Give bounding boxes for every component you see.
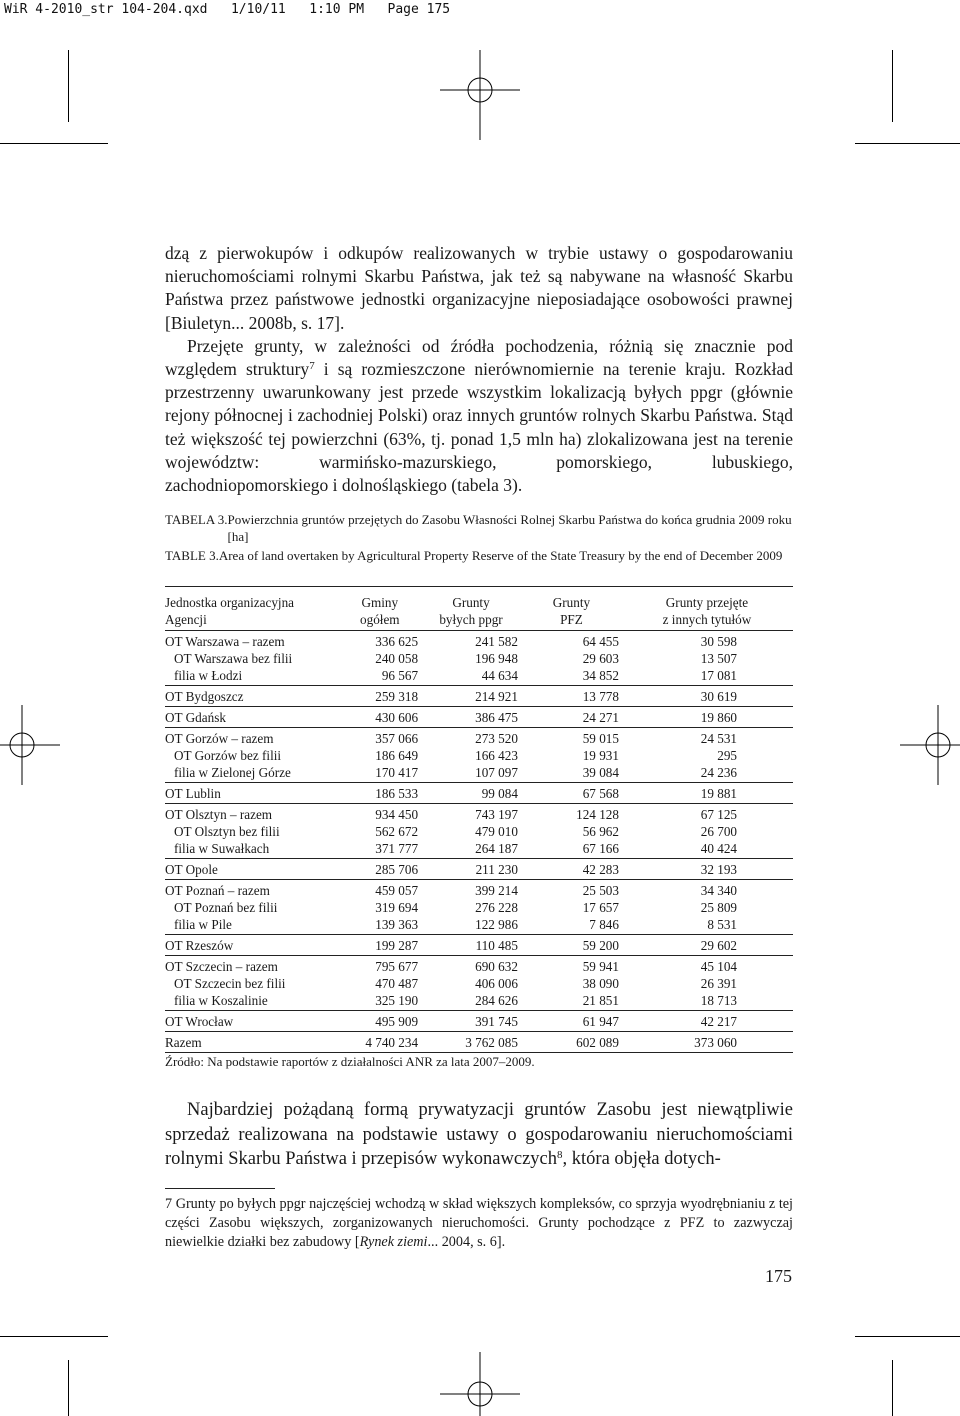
crop-mark-top-right-vertical: [892, 50, 893, 122]
data-table: [165, 586, 793, 1053]
table-header-row: [165, 611, 793, 631]
table-cell-ppgr: 479 010: [475, 824, 518, 839]
table-row: [165, 686, 793, 707]
table-cell-unit: OT Lublin: [165, 783, 340, 804]
table-row: [165, 707, 793, 728]
table-row: [165, 1011, 793, 1032]
table-cell-unit: OT Wrocław: [165, 1011, 340, 1032]
table-cell-unit: OT Bydgoszcz: [165, 686, 340, 707]
table-row: [165, 859, 793, 880]
crop-mark-bottom-right: [855, 1336, 960, 1337]
table-cell-pfz: 59 200: [522, 935, 621, 956]
table-cell-total: 170 417: [340, 764, 421, 783]
table-cell-unit: filia w Pile: [165, 916, 340, 935]
table-cell-unit: filia w Koszalinie: [165, 992, 340, 1011]
table-cell-pfz: 7 846: [522, 916, 621, 935]
table-cell-pfz: 39 084: [522, 764, 621, 783]
table-cell-ppgr: 3 762 085: [420, 1032, 522, 1053]
header-unit: Jednostka organizacyjna: [165, 587, 340, 612]
table-cell-unit: filia w Suwałkach: [165, 840, 340, 859]
paragraph-1: dzą z pierwokupów i odkupów realizowanych w trybie ustawy o gospodarowaniu nieruchomościami rolnymi Skarbu Państwa, jak też są nabywane na własność Skarbu Państwa przez państwowe jednostki organizacyjne nieposiadające osobowości prawnej [Biuletyn... 2008b, s. 17].: [165, 243, 793, 333]
table-cell-pfz: 21 851: [522, 992, 621, 1011]
crop-mark-bottom-left: [0, 1336, 108, 1337]
table-cell-other: 67 125: [700, 807, 737, 822]
table-cell-total: 319 694: [375, 900, 419, 915]
table-row: [165, 650, 793, 667]
table-cell-ppgr: 276 228: [475, 900, 518, 915]
table-body: [165, 631, 793, 1053]
table-cell-unit: OT Rzeszów: [165, 935, 340, 956]
caption-label: TABELA 3.: [165, 512, 228, 527]
table-cell-ppgr: 391 745: [420, 1011, 522, 1032]
table-cell-unit: OT Olsztyn – razem: [165, 807, 273, 822]
table-cell-other: 34 340: [700, 883, 737, 898]
registration-mark-top: [440, 50, 520, 140]
table-cell-pfz: 124 128: [576, 807, 619, 822]
table-cell-unit: OT Olsztyn bez filii: [174, 824, 280, 839]
table-row: [165, 667, 793, 686]
table-cell-total: 934 450: [375, 807, 419, 822]
table-cell-pfz: 64 455: [582, 634, 619, 649]
table-cell-unit: OT Warszawa – razem: [165, 634, 285, 649]
table-cell-ppgr: 196 948: [475, 651, 518, 666]
table-cell-unit: OT Warszawa bez filii: [174, 651, 293, 666]
header-total: Gminy: [340, 587, 421, 612]
table-cell-pfz: 29 603: [582, 651, 619, 666]
table-cell-pfz: 59 015: [582, 731, 619, 746]
table-cell-other: 24 236: [621, 764, 793, 783]
table-row: [165, 899, 793, 916]
table-row: [165, 916, 793, 935]
table-cell-pfz: 17 657: [582, 900, 619, 915]
table-cell-pfz: 602 089: [522, 1032, 621, 1053]
footnote-7: 7 Grunty po byłych ppgr najczęściej wchodzą w skład większych kompleksów, co sprzyja wyodrębnianiu z tej części Zasobu większych, zorganizowanych nieruchomości. Grunty pochodzące z PFZ to zazwyczaj niewielkie działki bez zabudowy [Rynek ziemi... 2004, s. 6].: [165, 1196, 793, 1250]
table-caption-english: [165, 547, 793, 564]
crop-mark-top-right: [855, 143, 960, 144]
table-source-note: Źródło: Na podstawie raportów z działalności ANR za lata 2007–2009.: [165, 1054, 535, 1069]
table-row: [165, 1032, 793, 1053]
table-cell-total: 371 777: [340, 840, 421, 859]
table-row: [165, 935, 793, 956]
table-cell-ppgr: 107 097: [420, 764, 522, 783]
table-row: [165, 783, 793, 804]
table-cell-pfz: 67 166: [522, 840, 621, 859]
table-cell-unit: OT Gdańsk: [165, 707, 340, 728]
table-cell-pfz: 59 941: [582, 959, 619, 974]
header-pfz: PFZ: [522, 611, 621, 631]
caption-text: Powierzchnia gruntów przejętych do Zasobu Własności Rolnej Skarbu Państwa do końca grudnia 2009 roku [ha]: [227, 512, 792, 544]
table-cell-other: 26 700: [700, 824, 737, 839]
registration-mark-right: [900, 705, 960, 785]
table-cell-ppgr: 386 475: [420, 707, 522, 728]
table-cell-total: 186 533: [340, 783, 421, 804]
table-cell-other: 45 104: [700, 959, 737, 974]
table-row: [165, 764, 793, 783]
table-cell-unit: OT Szczecin – razem: [165, 959, 278, 974]
caption-label: TABLE 3.: [165, 548, 219, 563]
header-other: Grunty przejęte: [621, 587, 793, 612]
table-row: [165, 992, 793, 1011]
table-cell-other: 17 081: [621, 667, 793, 686]
table-row: [165, 631, 793, 651]
table-cell-other: 19 881: [621, 783, 793, 804]
table-row: [165, 975, 793, 992]
table-cell-other: 13 507: [700, 651, 737, 666]
table-cell-unit: OT Poznań – razem: [165, 883, 270, 898]
table-cell-pfz: 19 931: [582, 748, 619, 763]
table-cell-other: 40 424: [621, 840, 793, 859]
table-cell-ppgr: 122 986: [420, 916, 522, 935]
table-cell-total: 495 909: [340, 1011, 421, 1032]
header-total: ogółem: [340, 611, 421, 631]
table-cell-other: 30 598: [700, 634, 737, 649]
table-cell-total: 357 066: [375, 731, 419, 746]
table-row: [165, 747, 793, 764]
table-cell-other: 295: [717, 748, 737, 763]
table-cell-total: 96 567: [340, 667, 421, 686]
table-cell-total: 199 287: [340, 935, 421, 956]
table-cell-other: 25 809: [700, 900, 737, 915]
table-cell-unit: OT Poznań bez filii: [174, 900, 278, 915]
table-cell-pfz: 38 090: [582, 976, 619, 991]
table-cell-pfz: 25 503: [582, 883, 619, 898]
table-cell-total: 4 740 234: [340, 1032, 421, 1053]
table-cell-pfz: 67 568: [522, 783, 621, 804]
table-cell-pfz: 42 283: [522, 859, 621, 880]
caption-text: Area of land overtaken by Agricultural Property Reserve of the State Treasury by the end of December 2009: [218, 548, 783, 563]
crop-mark-top-left-vertical: [68, 50, 69, 122]
body-text-top: [165, 242, 793, 497]
table-cell-total: 240 058: [375, 651, 419, 666]
table-row: [165, 728, 793, 748]
table-row: [165, 804, 793, 824]
table-cell-other: 19 860: [621, 707, 793, 728]
table-cell-unit: filia w Łodzi: [165, 667, 340, 686]
table-cell-ppgr: 99 084: [420, 783, 522, 804]
table-cell-ppgr: 214 921: [420, 686, 522, 707]
table-cell-other: 30 619: [621, 686, 793, 707]
crop-mark-bottom-right-vertical: [892, 1360, 893, 1416]
table-cell-other: 373 060: [621, 1032, 793, 1053]
header-unit: Agencji: [165, 611, 340, 631]
table-cell-ppgr: 44 634: [420, 667, 522, 686]
table-caption-polish: [165, 511, 793, 545]
table-cell-total: 459 057: [375, 883, 419, 898]
table-cell-other: 24 531: [700, 731, 737, 746]
table-cell-other: 18 713: [621, 992, 793, 1011]
crop-mark-bottom-left-vertical: [68, 1360, 69, 1416]
table-cell-ppgr: 264 187: [420, 840, 522, 859]
table-cell-unit: filia w Zielonej Górze: [165, 764, 340, 783]
table-cell-other: 26 391: [700, 976, 737, 991]
table-cell-total: 186 649: [375, 748, 419, 763]
paragraph-3: Najbardziej pożądaną formą prywatyzacji gruntów Zasobu jest niewątpliwie sprzedaż realizowana na podstawie ustawy o gospodarowaniu nieruchomościami rolnymi Skarbu Państwa i przepisów wykonawczych$^8$, która objęła dotych-: [165, 1100, 793, 1169]
table-cell-ppgr: 211 230: [420, 859, 522, 880]
slug-line: WiR 4-2010_str 104-204.qxd 1/10/11 1:10 PM Page 175: [4, 2, 451, 17]
table-cell-pfz: 34 852: [522, 667, 621, 686]
table-cell-ppgr: 399 214: [475, 883, 518, 898]
table-cell-total: 259 318: [340, 686, 421, 707]
table-cell-total: 285 706: [340, 859, 421, 880]
table-cell-total: 430 606: [340, 707, 421, 728]
paragraph-2: Przejęte grunty, w zależności od źródła pochodzenia, różnią się znacznie pod względem struktury$^7$ i są rozmieszczone nierównomiernie na terenie kraju. Rozkład przestrzenny uwarunkowany jest przede wszystkim lokalizacją byłych ppgr (głównie rejony północnej i zachodniej Polski) oraz innych gruntów rolnych Skarbu Państwa. Stąd też większość tej powierzchni (63%, tj. ponad 1,5 mln ha) zlokalizowana jest na terenie województw: warmińsko-mazurskiego, pomorskiego, lubuskiego, zachodniopomorskiego i dolnośląskiego (tabela 3).: [165, 335, 793, 496]
table-header-row: [165, 587, 793, 612]
table-cell-pfz: 56 962: [582, 824, 619, 839]
footnote-ref-7[interactable]: 7: [309, 360, 315, 373]
body-text-bottom: [165, 1098, 793, 1172]
table-cell-unit: OT Gorzów bez filii: [174, 748, 282, 763]
table-cell-total: 139 363: [340, 916, 421, 935]
table-cell-ppgr: 166 423: [475, 748, 518, 763]
table-row: [165, 880, 793, 900]
table-cell-other: 8 531: [621, 916, 793, 935]
table-cell-pfz: 13 778: [522, 686, 621, 707]
table-row: [165, 840, 793, 859]
registration-mark-bottom: [440, 1352, 520, 1416]
table-row: [165, 823, 793, 840]
page-number: 175: [765, 1266, 792, 1286]
table-cell-ppgr: 743 197: [475, 807, 518, 822]
table-cell-pfz: 24 271: [522, 707, 621, 728]
table-row: [165, 956, 793, 976]
header-ppgr: byłych ppgr: [420, 611, 522, 631]
table-cell-ppgr: 110 485: [420, 935, 522, 956]
table-cell-ppgr: 284 626: [420, 992, 522, 1011]
table-cell-ppgr: 273 520: [475, 731, 518, 746]
table-cell-unit: Razem: [165, 1032, 340, 1053]
table-cell-other: 29 602: [621, 935, 793, 956]
table-cell-unit: OT Opole: [165, 859, 340, 880]
crop-mark-top-left: [0, 143, 108, 144]
header-other: z innych tytułów: [621, 611, 793, 631]
table-cell-total: 336 625: [375, 634, 419, 649]
table-cell-total: 470 487: [375, 976, 419, 991]
table-cell-ppgr: 241 582: [475, 634, 518, 649]
table-cell-unit: OT Szczecin bez filii: [174, 976, 286, 991]
table-cell-pfz: 61 947: [522, 1011, 621, 1032]
registration-mark-left: [0, 705, 60, 785]
table-cell-total: 325 190: [340, 992, 421, 1011]
footnote-number: 7: [165, 1196, 173, 1212]
table-cell-other: 32 193: [621, 859, 793, 880]
table-cell-ppgr: 690 632: [475, 959, 518, 974]
table-cell-other: 42 217: [621, 1011, 793, 1032]
footnote-rule: [165, 1188, 275, 1189]
header-ppgr: Grunty: [420, 587, 522, 612]
table-cell-ppgr: 406 006: [475, 976, 518, 991]
table-cell-total: 562 672: [375, 824, 419, 839]
table-cell-unit: OT Gorzów – razem: [165, 731, 274, 746]
table-cell-total: 795 677: [375, 959, 419, 974]
footnote-ref-8[interactable]: 8: [557, 1149, 563, 1161]
header-pfz: Grunty: [522, 587, 621, 612]
